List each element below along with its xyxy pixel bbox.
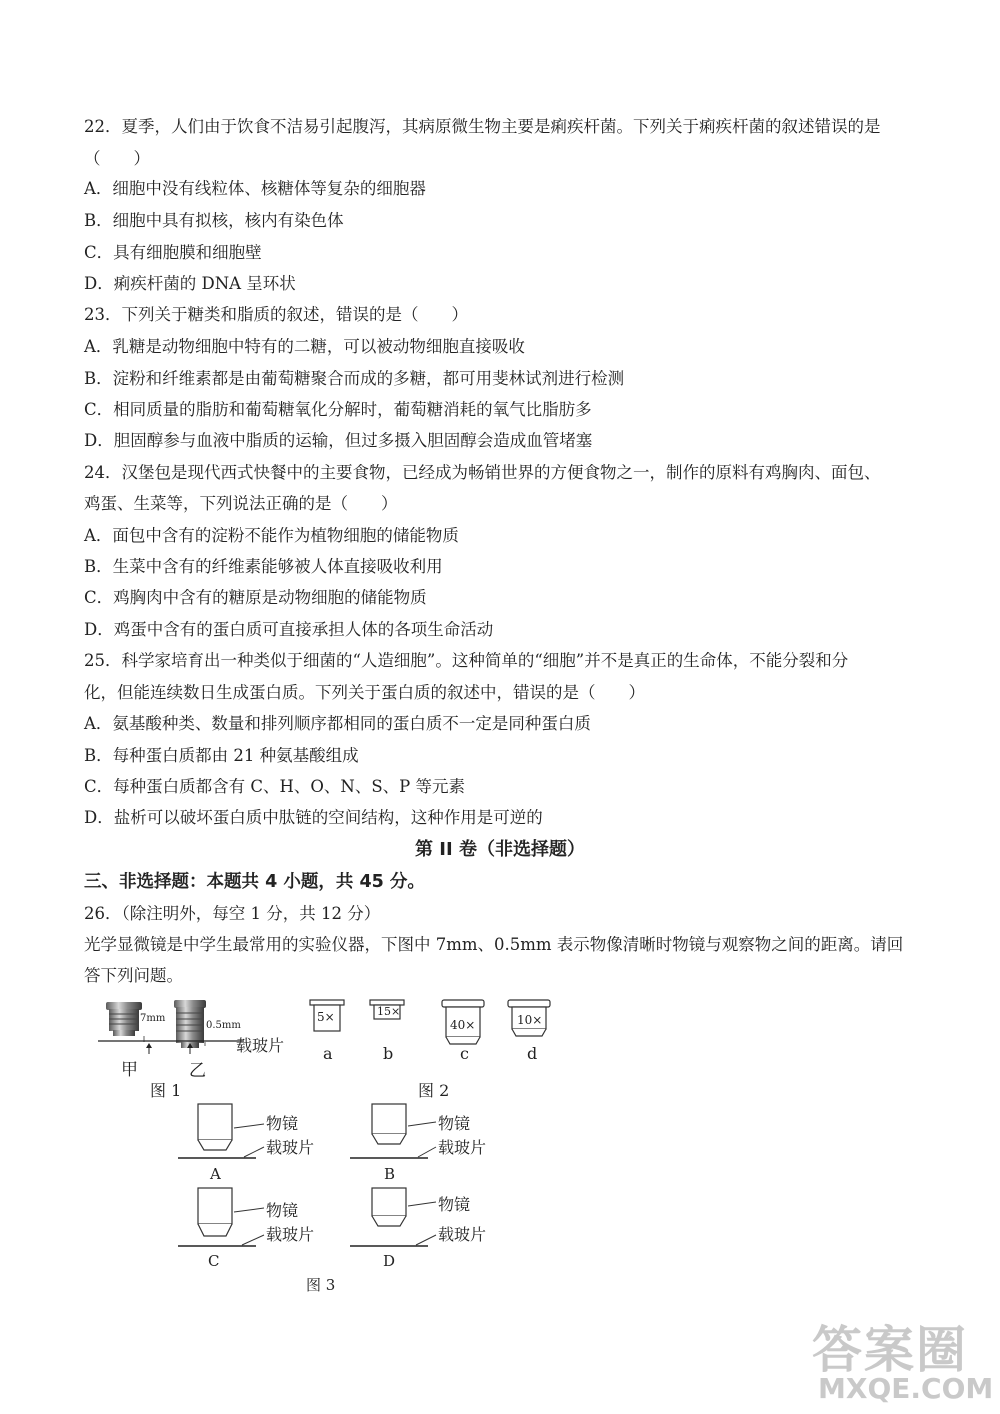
q25-option-b: B．每种蛋白质都由 21 种氨基酸组成 <box>84 746 359 765</box>
q23-option-b: B．淀粉和纤维素都是由葡萄糖聚合而成的多糖，都可用斐林试剂进行检测 <box>84 369 625 388</box>
figure-2-drawing <box>300 996 560 1066</box>
q23-stem: 23．下列关于糖类和脂质的叙述，错误的是（ ） <box>84 305 468 324</box>
figure-1-slide-label: 载玻片 <box>236 1036 285 1055</box>
label-yi: 乙 <box>189 1061 206 1081</box>
distance-0-5mm: 0.5mm <box>206 1020 241 1031</box>
letter-b: b <box>383 1044 394 1063</box>
magnification-c: 40× <box>450 1018 476 1032</box>
figure-1 <box>92 998 292 1081</box>
q22-blank: （ ） <box>84 149 150 168</box>
q23-option-c: C．相同质量的脂肪和葡萄糖氧化分解时，葡萄糖消耗的氧气比脂肪多 <box>84 400 592 419</box>
letter-d: d <box>527 1044 538 1063</box>
q25-stem-line2: 化，但能连续数日生成蛋白质。下列关于蛋白质的叙述中，错误的是（ ） <box>84 683 645 702</box>
figure-1-caption: 图 1 <box>150 1081 182 1100</box>
letter-c: c <box>460 1044 469 1063</box>
panel-d-objective-label: 物镜 <box>438 1195 471 1214</box>
part2-title: 第 II 卷（非选择题） <box>415 839 585 860</box>
figure-2-caption: 图 2 <box>418 1081 450 1100</box>
q22-option-d: D．痢疾杆菌的 DNA 呈环状 <box>84 274 296 293</box>
q23-option-a: A．乳糖是动物细胞中特有的二糖，可以被动物细胞直接吸收 <box>84 337 525 356</box>
panel-a-letter: A <box>210 1165 221 1183</box>
q25-option-d: D．盐析可以破坏蛋白质中肽链的空间结构，这种作用是可逆的 <box>84 808 543 827</box>
letter-a: a <box>323 1044 333 1063</box>
magnification-b: 15× <box>377 1005 401 1018</box>
panel-b-drawing <box>350 1104 436 1158</box>
watermark-url: MXQE.COM <box>818 1372 994 1405</box>
panel-d-slide-label: 载玻片 <box>438 1225 487 1244</box>
panel-a-slide-label: 载玻片 <box>266 1138 315 1157</box>
q25-stem-line1: 25．科学家培育出一种类似于细菌的“人造细胞”。这种简单的“细胞”并不是真正的生命体，不能分裂和分 <box>84 651 849 670</box>
q24-stem-line2: 鸡蛋、生菜等，下列说法正确的是（ ） <box>84 494 398 513</box>
figure-3 <box>176 1100 516 1290</box>
magnification-d: 10× <box>517 1013 543 1027</box>
panel-a-drawing <box>178 1104 264 1158</box>
q24-option-c: C．鸡胸肉中含有的糖原是动物细胞的储能物质 <box>84 588 427 607</box>
q22-option-c: C．具有细胞膜和细胞壁 <box>84 243 262 262</box>
q25-option-a: A．氨基酸种类、数量和排列顺序都相同的蛋白质不一定是同种蛋白质 <box>84 714 591 733</box>
panel-b-letter: B <box>384 1165 396 1183</box>
panel-b-objective-label: 物镜 <box>438 1114 471 1133</box>
q26-intro-line2: 答下列问题。 <box>84 966 183 985</box>
panel-c-objective-label: 物镜 <box>266 1201 299 1220</box>
q26-intro-line1: 光学显微镜是中学生最常用的实验仪器，下图中 7mm、0.5mm 表示物像清晰时物镜与观察物之间的距离。请回 <box>84 935 904 954</box>
watermark-logo-text: 答案圈 <box>812 1321 968 1379</box>
label-jia: 甲 <box>121 1060 138 1080</box>
q25-option-c: C．每种蛋白质都含有 C、H、O、N、S、P 等元素 <box>84 777 465 796</box>
q24-option-a: A．面包中含有的淀粉不能作为植物细胞的储能物质 <box>84 526 459 545</box>
q24-option-d: D．鸡蛋中含有的蛋白质可直接承担人体的各项生命活动 <box>84 620 494 639</box>
q24-option-b: B．生菜中含有的纤维素能够被人体直接吸收利用 <box>84 557 443 576</box>
magnification-a: 5× <box>317 1010 335 1024</box>
figure-2 <box>300 996 560 1066</box>
q23-option-d: D．胆固醇参与血液中脂质的运输，但过多摄入胆固醇会造成血管堵塞 <box>84 431 593 450</box>
q26-header: 26．（除注明外，每空 1 分，共 12 分） <box>84 904 381 923</box>
objective-jia <box>106 1002 142 1036</box>
panel-c-slide-label: 载玻片 <box>266 1225 315 1244</box>
panel-d-letter: D <box>383 1252 396 1270</box>
q22-option-a: A．细胞中没有线粒体、核糖体等复杂的细胞器 <box>84 179 426 198</box>
section3-title: 三、非选择题：本题共 4 小题，共 45 分。 <box>84 872 425 892</box>
panel-b-slide-label: 载玻片 <box>438 1138 487 1157</box>
panel-a-objective-label: 物镜 <box>266 1114 299 1133</box>
q22-stem: 22．夏季，人们由于饮食不洁易引起腹泻，其病原微生物主要是痢疾杆菌。下列关于痢疾杆菌的叙述错误的是 <box>84 117 881 136</box>
distance-7mm: 7mm <box>140 1013 166 1024</box>
panel-c-letter: C <box>208 1252 220 1270</box>
q24-stem-line1: 24．汉堡包是现代西式快餐中的主要食物，已经成为畅销世界的方便食物之一，制作的原料有鸡胸肉、面包、 <box>84 463 881 482</box>
panel-d-drawing <box>350 1188 436 1246</box>
figure-3-caption: 图 3 <box>306 1276 336 1294</box>
panel-c-drawing <box>178 1188 264 1246</box>
q22-option-b: B．细胞中具有拟核，核内有染色体 <box>84 211 344 230</box>
